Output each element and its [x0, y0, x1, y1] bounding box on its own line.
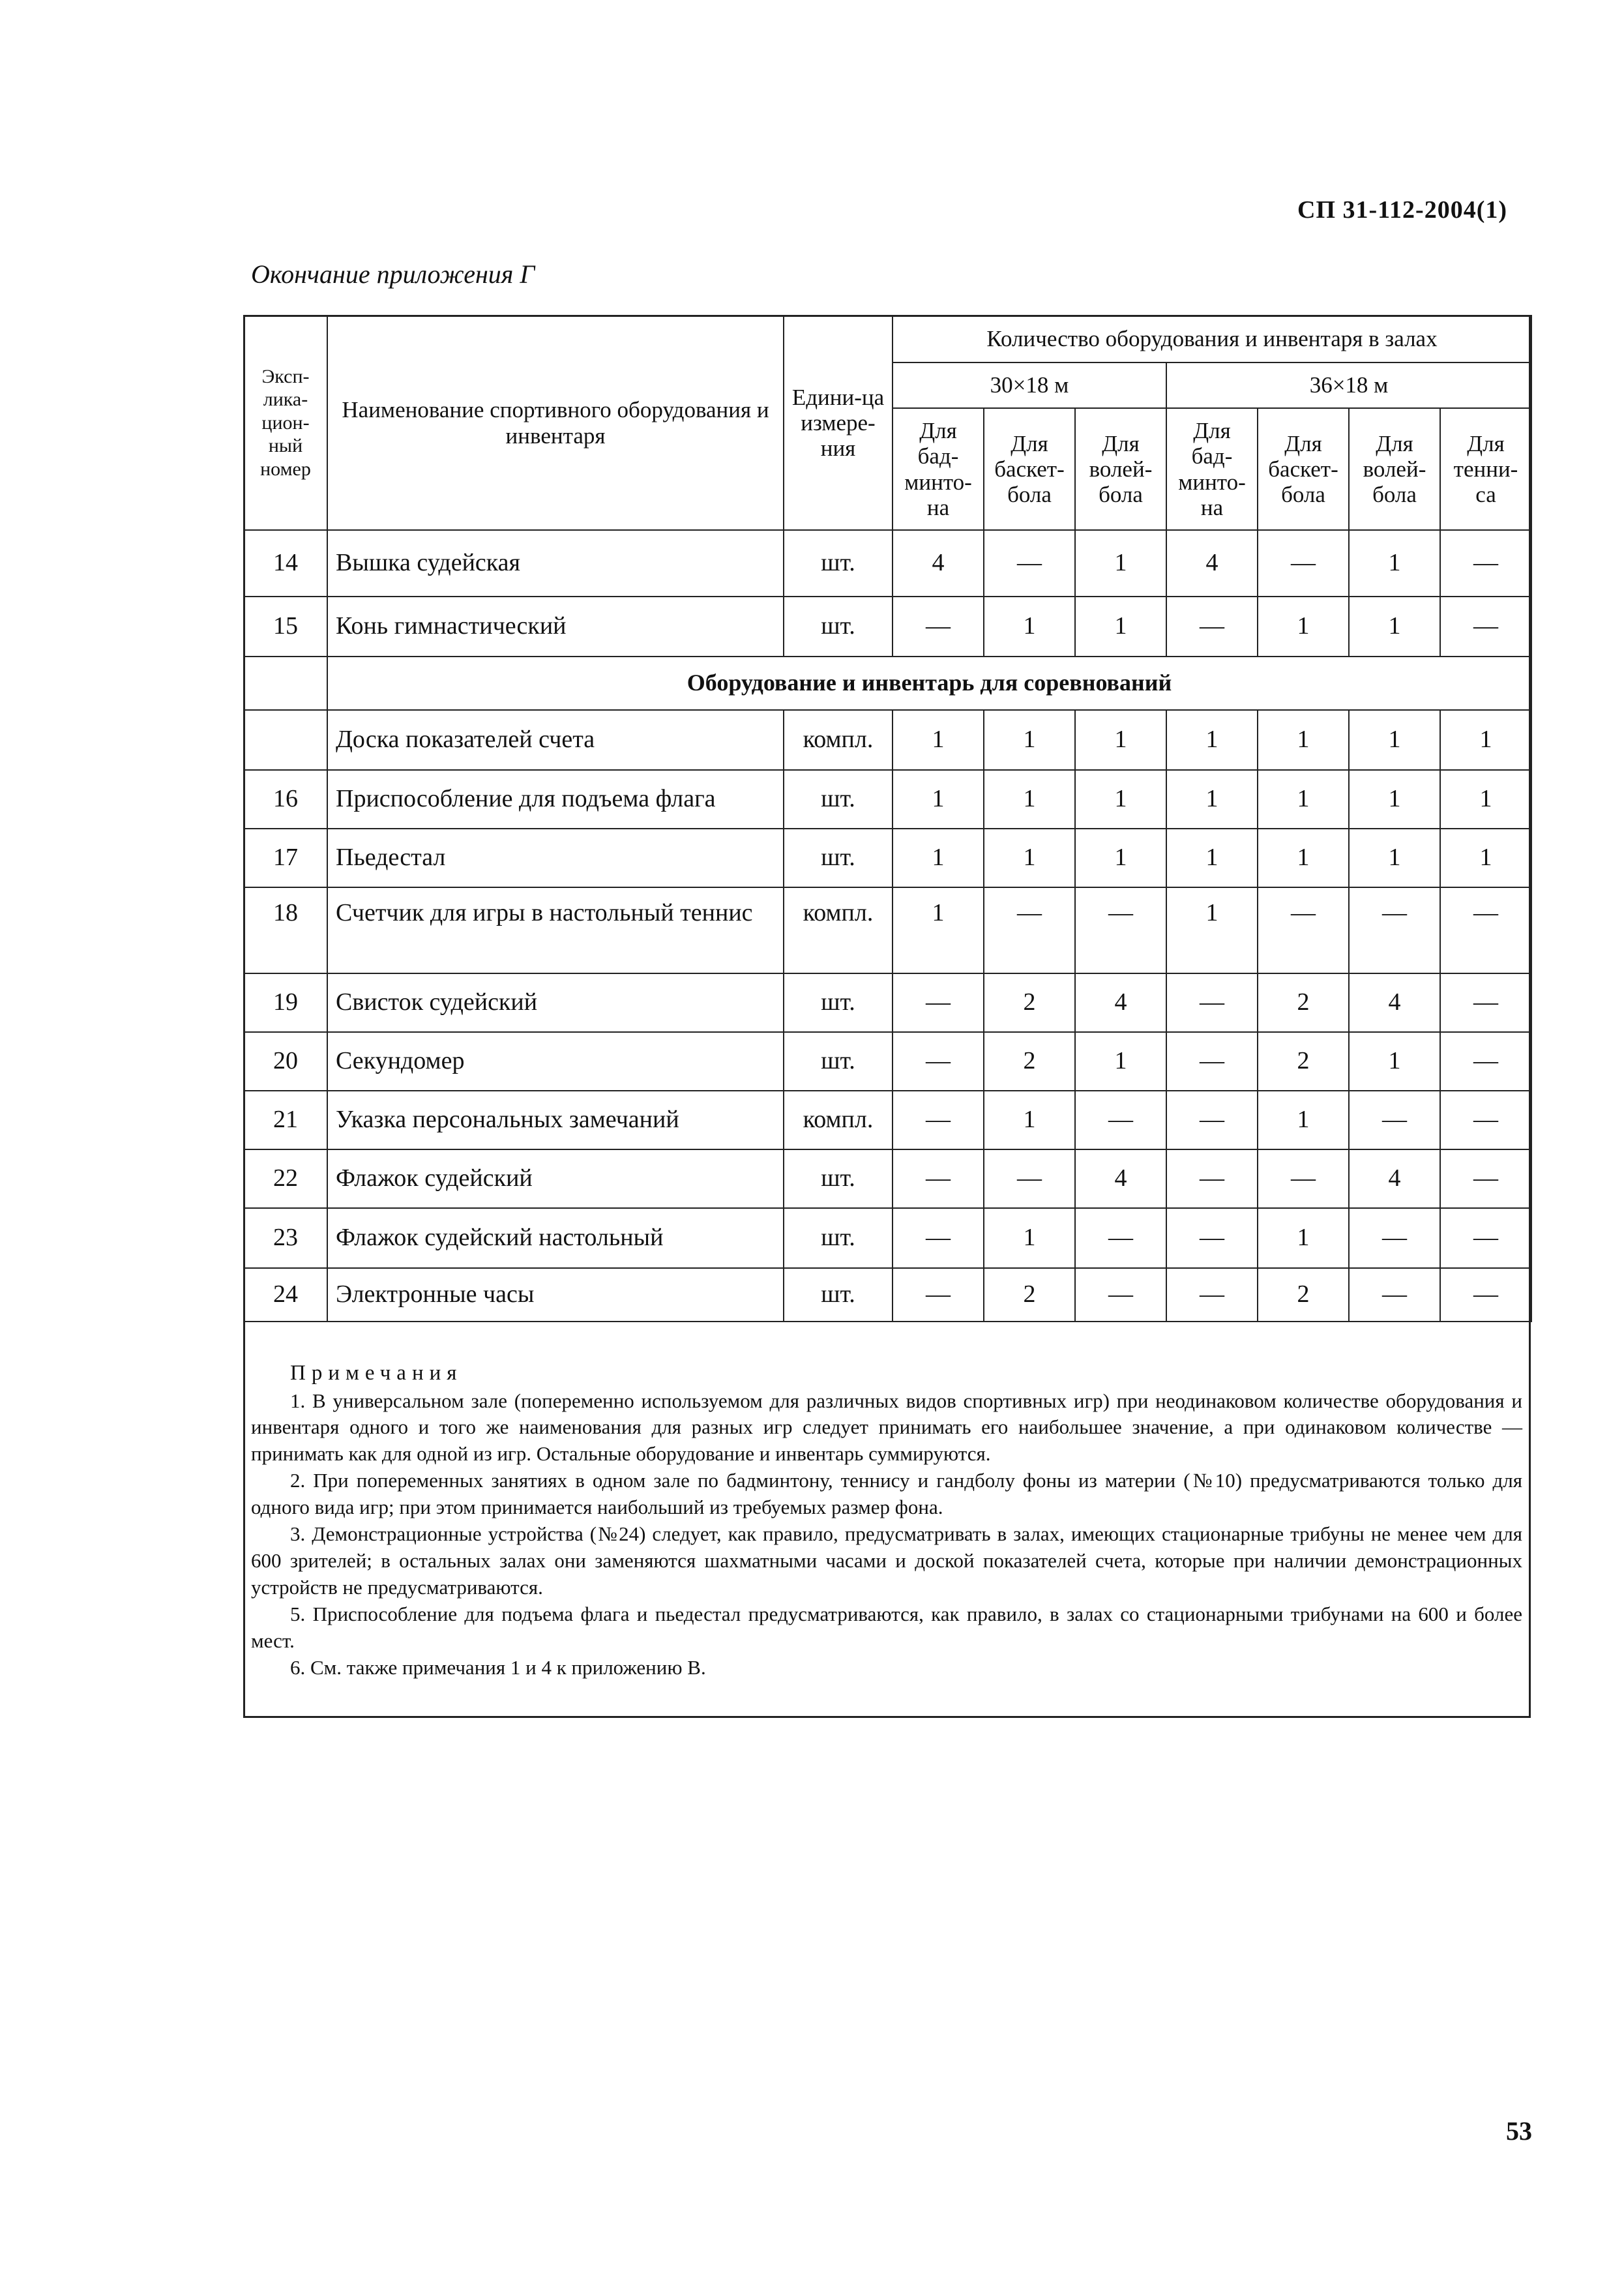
row-value: 4: [893, 530, 984, 597]
row-value: —: [1440, 1032, 1531, 1091]
row-number: [244, 710, 327, 770]
row-value: 1: [1440, 770, 1531, 829]
row-value: 2: [1258, 1032, 1349, 1091]
note-item: 1. В универсальном зале (попеременно используемом для различных видов спортивных игр) при неодинаковом количестве оборудования и инвентаря одного и того же наименования для разных игр следует принимать его наибольшее значение, а при одинаковом количестве — принимать как для одной из игр. Остальные оборудование и инвентарь суммируются.: [251, 1389, 1522, 1466]
header-unit: Едини-ца измере-ния: [784, 316, 893, 530]
row-value: 1: [1349, 1032, 1440, 1091]
row-number: 15: [244, 597, 327, 657]
row-name: Вышка судейская: [327, 530, 784, 597]
row-value: —: [1349, 1268, 1440, 1322]
page-number: 53: [1506, 2116, 1532, 2146]
row-name: Пьедестал: [327, 829, 784, 887]
row-unit: шт.: [784, 1149, 893, 1208]
header-name: Наименование спортивного оборудования и инвентаря: [327, 316, 784, 530]
row-value: —: [1075, 1208, 1166, 1268]
row-value: 1: [984, 597, 1075, 657]
table-row: [244, 770, 1531, 829]
row-value: 1: [1258, 829, 1349, 887]
equipment-table: [243, 315, 1532, 1322]
row-value: —: [1166, 973, 1258, 1032]
row-value: —: [1440, 530, 1531, 597]
row-value: —: [1440, 1149, 1531, 1208]
row-value: 1: [1349, 829, 1440, 887]
section-row: [244, 657, 1531, 710]
table-row: [244, 597, 1531, 657]
row-unit: шт.: [784, 530, 893, 597]
note-item: 5. Приспособление для подъема флага и пьедестал предусматриваются, как правило, в залах со стационарными трибунами на 600 и более мест.: [251, 1602, 1522, 1652]
document-code: СП 31-112-2004(1): [1297, 196, 1508, 224]
row-number: 22: [244, 1149, 327, 1208]
row-value: —: [893, 597, 984, 657]
row-unit: шт.: [784, 1032, 893, 1091]
row-name: Доска показателей счета: [327, 710, 784, 770]
header-hall-36x18: 36×18 м: [1166, 362, 1531, 408]
row-value: —: [893, 1208, 984, 1268]
row-value: 2: [1258, 973, 1349, 1032]
row-value: 1: [1440, 710, 1531, 770]
row-name: Секундомер: [327, 1032, 784, 1091]
header-basketball-b: Для баскет-бола: [1258, 408, 1349, 530]
row-name: Указка персональных замечаний: [327, 1091, 784, 1149]
notes-block: [251, 1359, 1522, 1681]
row-value: —: [1166, 1091, 1258, 1149]
row-name: Счетчик для игры в настольный теннис: [327, 887, 784, 973]
row-name: Свисток судейский: [327, 973, 784, 1032]
row-value: —: [893, 1032, 984, 1091]
row-unit: шт.: [784, 770, 893, 829]
row-unit: компл.: [784, 710, 893, 770]
row-value: —: [1258, 530, 1349, 597]
row-value: —: [1166, 1268, 1258, 1322]
row-value: 1: [1349, 710, 1440, 770]
row-value: 1: [1258, 770, 1349, 829]
row-unit: шт.: [784, 597, 893, 657]
row-value: —: [1349, 1208, 1440, 1268]
row-number: 23: [244, 1208, 327, 1268]
section-title: Оборудование и инвентарь для соревнований: [327, 657, 1531, 710]
row-value: —: [984, 1149, 1075, 1208]
notes-heading: Примечания: [290, 1361, 463, 1385]
row-unit: шт.: [784, 1268, 893, 1322]
row-value: 1: [893, 829, 984, 887]
row-value: 1: [1258, 1208, 1349, 1268]
row-value: —: [1075, 1268, 1166, 1322]
row-value: 4: [1349, 973, 1440, 1032]
row-unit: компл.: [784, 887, 893, 973]
row-value: 1: [1075, 829, 1166, 887]
row-value: 1: [893, 710, 984, 770]
row-value: —: [1258, 887, 1349, 973]
table-row: [244, 710, 1531, 770]
row-name: Флажок судейский настольный: [327, 1208, 784, 1268]
row-name: Электронные часы: [327, 1268, 784, 1322]
row-value: —: [1349, 1091, 1440, 1149]
row-value: —: [893, 973, 984, 1032]
header-hall-30x18: 30×18 м: [893, 362, 1166, 408]
row-value: 1: [984, 1091, 1075, 1149]
header-volleyball-b: Для волей-бола: [1349, 408, 1440, 530]
row-unit: шт.: [784, 829, 893, 887]
table-row: [244, 1149, 1531, 1208]
row-value: 1: [1440, 829, 1531, 887]
table-row: [244, 829, 1531, 887]
row-number: 21: [244, 1091, 327, 1149]
row-value: 2: [984, 1268, 1075, 1322]
row-unit: компл.: [784, 1091, 893, 1149]
row-value: —: [1075, 1091, 1166, 1149]
row-value: 4: [1075, 973, 1166, 1032]
row-name: Флажок судейский: [327, 1149, 784, 1208]
row-value: 1: [1258, 710, 1349, 770]
table-row: [244, 1268, 1531, 1322]
header-basketball-a: Для баскет-бола: [984, 408, 1075, 530]
row-value: —: [1349, 887, 1440, 973]
row-value: 1: [893, 770, 984, 829]
row-value: —: [1166, 597, 1258, 657]
row-value: 1: [984, 710, 1075, 770]
row-value: 2: [984, 973, 1075, 1032]
note-item: 2. При попеременных занятиях в одном зале по бадминтону, теннису и гандболу фоны из материи (№10) предусматриваются только для одного вида игр; при этом принимается наибольший из требуемых размер фона.: [251, 1469, 1522, 1519]
row-number: 24: [244, 1268, 327, 1322]
row-value: 1: [1349, 770, 1440, 829]
row-value: —: [1440, 973, 1531, 1032]
row-value: —: [893, 1149, 984, 1208]
row-value: 4: [1075, 1149, 1166, 1208]
row-value: 1: [1258, 1091, 1349, 1149]
row-value: 1: [984, 770, 1075, 829]
note-item: 3. Демонстрационные устройства (№24) следует, как правило, предусматривать в залах, имеющих стационарные трибуны не менее чем для 600 зрителей; в остальных залах они заменяются шахматными часами и доской показателей счета, которые при наличии демонстрационных устройств не предусматриваются.: [251, 1522, 1522, 1599]
row-value: 1: [1349, 530, 1440, 597]
row-value: 1: [1075, 530, 1166, 597]
row-value: —: [1166, 1208, 1258, 1268]
row-value: 2: [984, 1032, 1075, 1091]
row-value: 1: [1075, 597, 1166, 657]
row-number: 19: [244, 973, 327, 1032]
table-row: [244, 1208, 1531, 1268]
header-badminton-a: Для бад-минто-на: [893, 408, 984, 530]
row-value: —: [1166, 1032, 1258, 1091]
header-volleyball-a: Для волей-бола: [1075, 408, 1166, 530]
row-number: 16: [244, 770, 327, 829]
header-exp-number: Эксп-лика-цион-ный номер: [244, 316, 327, 530]
table-row: [244, 1091, 1531, 1149]
row-value: 1: [1349, 597, 1440, 657]
row-number: 14: [244, 530, 327, 597]
row-value: 1: [1166, 710, 1258, 770]
row-value: —: [1440, 597, 1531, 657]
table-row: [244, 530, 1531, 597]
row-value: 2: [1258, 1268, 1349, 1322]
row-value: 4: [1349, 1149, 1440, 1208]
row-value: 1: [1075, 1032, 1166, 1091]
note-item: 6. См. также примечания 1 и 4 к приложению В.: [290, 1655, 706, 1679]
row-value: 1: [1166, 770, 1258, 829]
row-value: —: [1075, 887, 1166, 973]
table-row: [244, 887, 1531, 973]
row-name: Приспособление для подъема флага: [327, 770, 784, 829]
row-unit: шт.: [784, 1208, 893, 1268]
row-value: 1: [1258, 597, 1349, 657]
row-value: —: [984, 887, 1075, 973]
row-number: 18: [244, 887, 327, 973]
row-value: 4: [1166, 530, 1258, 597]
row-value: 1: [1075, 710, 1166, 770]
header-quantity: Количество оборудования и инвентаря в залах: [893, 316, 1531, 362]
row-value: 1: [984, 829, 1075, 887]
appendix-continuation-label: Окончание приложения Г: [251, 259, 535, 289]
header-badminton-b: Для бад-минто-на: [1166, 408, 1258, 530]
row-value: 1: [984, 1208, 1075, 1268]
row-name: Конь гимнастический: [327, 597, 784, 657]
row-number: 20: [244, 1032, 327, 1091]
row-value: 1: [1166, 829, 1258, 887]
row-value: —: [1166, 1149, 1258, 1208]
row-value: —: [1440, 1091, 1531, 1149]
row-number: 17: [244, 829, 327, 887]
row-value: —: [893, 1268, 984, 1322]
row-value: 1: [893, 887, 984, 973]
header-tennis-b: Для тенни-са: [1440, 408, 1531, 530]
row-unit: шт.: [784, 973, 893, 1032]
section-blank-cell: [244, 657, 327, 710]
row-value: —: [1440, 1268, 1531, 1322]
row-value: —: [984, 530, 1075, 597]
table-row: [244, 973, 1531, 1032]
row-value: —: [1258, 1149, 1349, 1208]
row-value: —: [1440, 1208, 1531, 1268]
row-value: —: [893, 1091, 984, 1149]
table-row: [244, 1032, 1531, 1091]
row-value: 1: [1075, 770, 1166, 829]
row-value: 1: [1166, 887, 1258, 973]
row-value: —: [1440, 887, 1531, 973]
